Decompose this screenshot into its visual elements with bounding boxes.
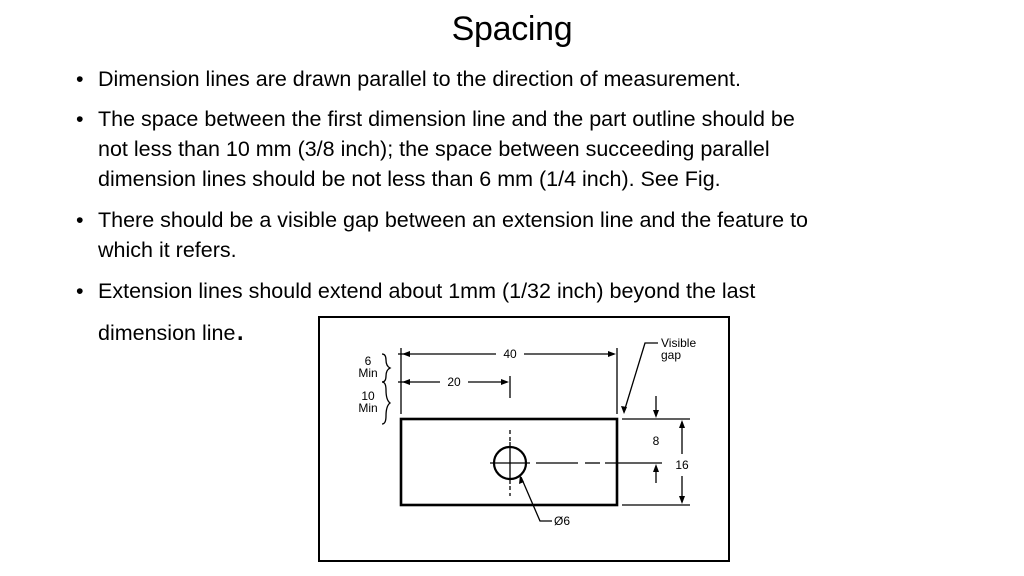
- arrow-visible-gap: [621, 406, 627, 414]
- dimension-spacing-figure: [318, 316, 730, 562]
- arrow-20-right: [501, 379, 509, 385]
- bullet-text: The space between the first dimension line and the part outline should be: [98, 107, 795, 131]
- arrow-40-left: [402, 351, 410, 357]
- dimension-drawing: [320, 318, 728, 560]
- dim-40-label: 40: [503, 347, 517, 361]
- dim-8-label: 8: [652, 434, 660, 448]
- bullet-dot: •: [76, 208, 84, 232]
- bullet-text: not less than 10 mm (3/8 inch); the space between succeeding parallel: [98, 137, 770, 161]
- visible-gap-label-line1: Visible: [661, 336, 697, 350]
- slide-title: Spacing: [451, 10, 573, 48]
- leader-visible-gap: [624, 343, 658, 412]
- bullet-dot: •: [76, 67, 84, 91]
- arrow-16-top: [679, 420, 685, 428]
- part-outline: [401, 419, 617, 505]
- bullet-text: dimension line: [98, 321, 236, 345]
- bullet-text: which it refers.: [98, 238, 237, 262]
- dim-16-label: 16: [675, 458, 689, 472]
- min-6-label: Min: [358, 366, 378, 380]
- bullet-trailing-period: .: [235, 310, 245, 348]
- dim-20-label: 20: [447, 375, 461, 389]
- arrow-40-right: [608, 351, 616, 357]
- dim-diameter-label: Ø6: [554, 514, 571, 528]
- bullet-text: There should be a visible gap between an extension line and the feature to: [98, 208, 808, 232]
- arrow-16-bottom: [679, 496, 685, 504]
- leader-diameter: [521, 477, 552, 521]
- visible-gap-label-line2: gap: [661, 348, 682, 362]
- bullet-dot: •: [76, 279, 84, 303]
- brace-10-min: [382, 382, 390, 424]
- arrow-8-bottom: [653, 464, 659, 472]
- min-6-value: 6: [364, 354, 372, 368]
- min-10-value: 10: [361, 389, 375, 403]
- brace-6-min: [382, 354, 390, 382]
- bullet-text: dimension lines should be not less than 6 mm (1/4 inch). See Fig.: [98, 167, 721, 191]
- min-10-label: Min: [358, 401, 378, 415]
- bullet-text: Dimension lines are drawn parallel to the direction of measurement.: [98, 67, 741, 91]
- bullet-text: Extension lines should extend about 1mm (1/32 inch) beyond the last: [98, 279, 756, 303]
- bullet-dot: •: [76, 107, 84, 131]
- arrow-8-top: [653, 410, 659, 418]
- arrow-20-left: [402, 379, 410, 385]
